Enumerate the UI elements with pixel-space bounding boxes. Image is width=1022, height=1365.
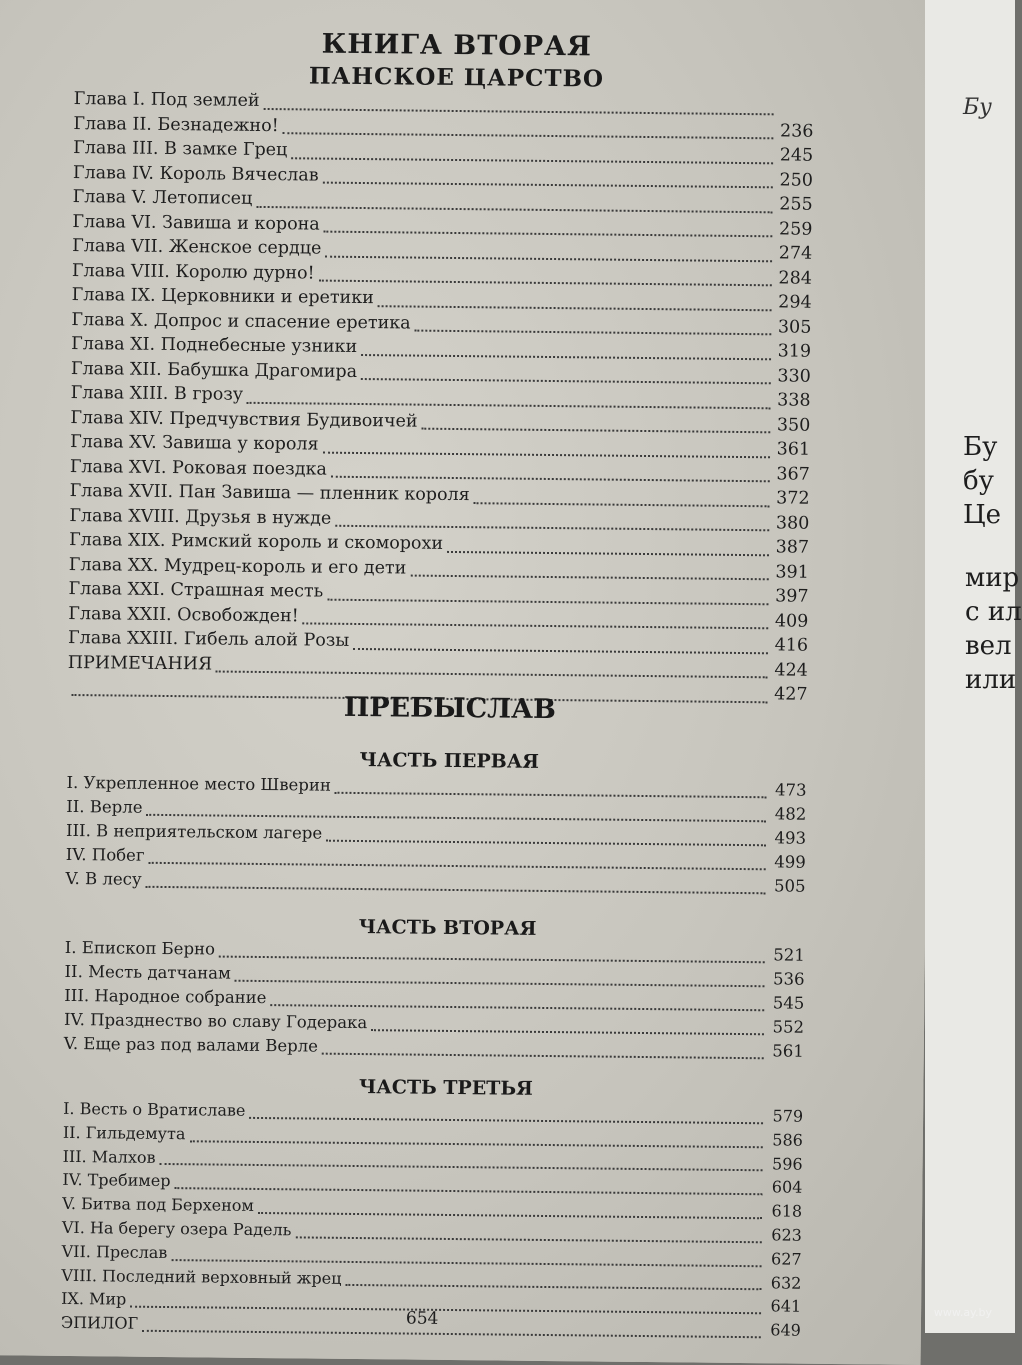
toc-entry-page: 387 — [773, 537, 809, 557]
dot-leader — [361, 354, 771, 360]
dot-leader — [335, 525, 769, 532]
dot-leader — [323, 182, 773, 189]
toc-entry-title: IV. Побег — [66, 845, 145, 865]
dot-leader — [345, 1284, 761, 1290]
toc-entry-page: 294 — [776, 292, 812, 312]
toc-entry-title: Глава XIV. Предчувствия Будивоичей — [70, 407, 417, 431]
toc-entry-page: 561 — [768, 1041, 804, 1060]
toc-entry-page: 649 — [765, 1320, 801, 1339]
toc-entry-page: 424 — [772, 660, 808, 680]
dot-leader — [216, 671, 768, 679]
toc-entry-page: 536 — [768, 969, 804, 988]
dot-leader — [331, 476, 770, 483]
dot-leader — [258, 1212, 762, 1219]
toc-entry-title: I. Укрепленное место Шверин — [66, 773, 331, 795]
adjacent-page-text: с ил — [965, 597, 1022, 627]
toc-entry-title: IV. Требимер — [62, 1170, 170, 1190]
book-two-subtitle: ПАНСКОЕ ЦАРСТВО — [0, 59, 934, 96]
dot-leader — [295, 1236, 761, 1243]
preslav-title: ПРЕБЫСЛАВ — [0, 688, 928, 729]
toc-entry-title: IX. Мир — [61, 1289, 126, 1309]
adjacent-page — [925, 0, 1015, 1333]
toc-entry-page: 372 — [773, 488, 809, 508]
dot-leader — [174, 1187, 762, 1195]
book-two-toc — [67, 89, 813, 709]
toc-entry-page: 473 — [770, 780, 806, 799]
toc-entry-title: II. Гильдемута — [63, 1123, 186, 1143]
toc-entry-title: Глава XX. Мудрец-король и его дети — [69, 554, 407, 578]
toc-entry-title: Глава XXIII. Гибель алой Розы — [68, 628, 349, 651]
dot-leader — [146, 814, 766, 822]
dot-leader — [410, 575, 769, 581]
toc-entry-page: 505 — [769, 876, 805, 895]
toc-entry-title: Глава XXII. Освобожден! — [68, 603, 299, 625]
dot-leader — [219, 956, 765, 964]
toc-entry-page: 305 — [775, 317, 811, 337]
dot-leader — [353, 647, 768, 653]
toc-entry-page: 632 — [765, 1273, 801, 1292]
toc-entry-page: 623 — [766, 1225, 802, 1244]
toc-entry-title: Глава VIII. Королю дурно! — [72, 260, 315, 283]
toc-entry-title: Глава III. В замке Грец — [73, 138, 287, 160]
part-three-title: ЧАСТЬ ТРЕТЬЯ — [0, 1072, 923, 1104]
dot-leader — [283, 132, 774, 139]
toc-entry-page: 409 — [772, 611, 808, 631]
part-one-toc — [65, 773, 806, 901]
toc-entry-page: 493 — [770, 828, 806, 847]
toc-entry-page: 618 — [766, 1201, 802, 1220]
dot-leader — [335, 792, 767, 799]
dot-leader — [146, 886, 766, 894]
toc-entry-title: Глава II. Безнадежно! — [73, 113, 278, 135]
toc-entry-title: Глава IV. Король Вячеслав — [73, 162, 319, 185]
toc-entry-page: 397 — [772, 586, 808, 606]
toc-entry-title: Глава X. Допрос и спасение еретика — [71, 309, 410, 333]
dot-leader — [247, 401, 771, 408]
toc-entry-page: 416 — [772, 635, 808, 655]
toc-entry-title: V. В лесу — [65, 869, 141, 889]
dot-leader — [319, 280, 772, 287]
dot-leader — [324, 231, 773, 238]
dot-leader — [130, 1306, 761, 1315]
toc-entry-title: Глава XI. Поднебесные узники — [71, 334, 357, 357]
dot-leader — [142, 1330, 761, 1338]
toc-entry-title: V. Битва под Берхеном — [62, 1194, 254, 1215]
dot-leader — [371, 1029, 764, 1035]
toc-entry-title: II. Месть датчанам — [64, 962, 231, 983]
adjacent-page-text: вел — [965, 631, 1012, 661]
toc-entry-page: 521 — [769, 945, 805, 964]
dot-leader — [291, 157, 773, 164]
part-three-toc — [61, 1099, 803, 1345]
part-one-title: ЧАСТЬ ПЕРВАЯ — [0, 745, 927, 777]
dot-leader — [256, 205, 772, 212]
part-two-toc — [64, 938, 805, 1066]
toc-entry-page: 579 — [767, 1106, 803, 1125]
dot-leader — [378, 305, 772, 311]
toc-entry-page: 586 — [767, 1130, 803, 1149]
adjacent-page-text: мир — [965, 563, 1019, 593]
dot-leader — [326, 840, 766, 847]
toc-entry-page: 499 — [770, 852, 806, 871]
toc-entry-page: 284 — [776, 268, 812, 288]
toc-entry-title: II. Верле — [66, 797, 142, 817]
toc-entry-title: V. Еще раз под валами Верле — [64, 1034, 318, 1056]
dot-leader — [148, 862, 765, 870]
toc-entry-page: 255 — [777, 194, 813, 214]
adjacent-page-text: Це — [963, 500, 1001, 530]
toc-entry-page: 350 — [774, 415, 810, 435]
toc-entry-title: Глава XVIII. Друзья в нужде — [69, 505, 331, 528]
dot-leader — [422, 428, 771, 434]
toc-entry-title: Глава XXI. Страшная месть — [68, 579, 323, 602]
dot-leader — [189, 1140, 762, 1148]
toc-entry-page: 552 — [768, 1017, 804, 1036]
toc-entry-title: Глава XII. Бабушка Драгомира — [71, 358, 357, 381]
toc-entry-title: Глава XIII. В грозу — [71, 383, 244, 405]
toc-entry-title: VII. Преслав — [62, 1242, 168, 1262]
toc-entry-page: 596 — [767, 1154, 803, 1173]
toc-entry-title: Глава XV. Завиша у короля — [70, 432, 319, 455]
watermark: www.ay.by — [934, 1306, 992, 1319]
dot-leader — [361, 378, 771, 384]
toc-entry-title: III. Малхов — [63, 1147, 156, 1167]
toc-entry-title: Глава V. Летописец — [73, 187, 253, 209]
toc-entry-page: 330 — [775, 366, 811, 386]
toc-entry-title: VI. На берегу озера Радель — [62, 1218, 292, 1239]
toc-entry-page: 245 — [777, 145, 813, 165]
toc-entry-title: Глава IX. Церковники и еретики — [72, 285, 374, 308]
dot-leader — [263, 107, 773, 114]
toc-entry-page: 380 — [773, 513, 809, 533]
dot-leader — [327, 598, 768, 605]
dot-leader — [325, 255, 772, 262]
dot-leader — [171, 1259, 761, 1267]
toc-entry-page: 274 — [776, 243, 812, 263]
toc-entry-title: ЭПИЛОГ — [61, 1313, 138, 1333]
page-number: 654 — [406, 1309, 439, 1329]
toc-entry-title: Глава XVII. Пан Завиша — пленник короля — [70, 481, 470, 505]
dot-leader — [447, 550, 769, 555]
toc-entry-page: 338 — [775, 390, 811, 410]
toc-entry-title: VIII. Последний верховный жрец — [61, 1266, 341, 1288]
adjacent-page-text: Бу — [963, 432, 997, 462]
adjacent-page-text: Бу — [963, 95, 992, 120]
toc-entry-page: 250 — [777, 170, 813, 190]
toc-entry-page: 319 — [775, 341, 811, 361]
toc-entry-title: III. В неприятельском лагере — [66, 821, 322, 843]
part-two-title: ЧАСТЬ ВТОРАЯ — [0, 912, 925, 944]
toc-entry-page: 259 — [776, 219, 812, 239]
toc-entry-page: 482 — [770, 804, 806, 823]
toc-entry-page: 391 — [773, 562, 809, 582]
toc-entry-title: Глава XVI. Роковая поездка — [70, 456, 327, 479]
book-two-title: КНИГА ВТОРАЯ — [0, 25, 934, 66]
dot-leader — [303, 622, 769, 629]
dot-leader — [249, 1117, 763, 1124]
toc-entry-page: 427 — [771, 684, 807, 704]
adjacent-page-text: бу — [963, 466, 994, 496]
toc-entry-page: 627 — [766, 1249, 802, 1268]
dot-leader — [322, 1053, 764, 1060]
toc-entry-title: III. Народное собрание — [64, 986, 266, 1007]
toc-entry-title: Глава VII. Женское сердце — [72, 236, 321, 259]
toc-entry-title: IV. Празднество во славу Годерака — [64, 1010, 367, 1032]
toc-entry-page: 236 — [777, 121, 813, 141]
toc-entry-title: Глава XIX. Римский король и скоморохи — [69, 530, 443, 554]
toc-entry-title: ПРИМЕЧАНИЯ — [68, 652, 213, 674]
dot-leader — [270, 1004, 764, 1011]
toc-entry-title: I. Весть о Вратиславе — [63, 1099, 245, 1120]
toc-entry-title: I. Епископ Берно — [65, 938, 215, 959]
dot-leader — [235, 980, 765, 988]
dot-leader — [474, 502, 770, 507]
toc-entry-page: 545 — [768, 993, 804, 1012]
toc-entry-page: 604 — [766, 1178, 802, 1197]
toc-entry-title: Глава VI. Завиша и корона — [72, 211, 320, 234]
dot-leader — [159, 1163, 762, 1171]
toc-entry-title: Глава I. Под землей — [74, 89, 260, 111]
toc-entry-page: 367 — [774, 464, 810, 484]
dot-leader — [415, 330, 772, 336]
dot-leader — [323, 451, 770, 458]
toc-entry-page: 641 — [765, 1297, 801, 1316]
adjacent-page-text: или — [965, 665, 1016, 695]
toc-entry-page: 361 — [774, 439, 810, 459]
